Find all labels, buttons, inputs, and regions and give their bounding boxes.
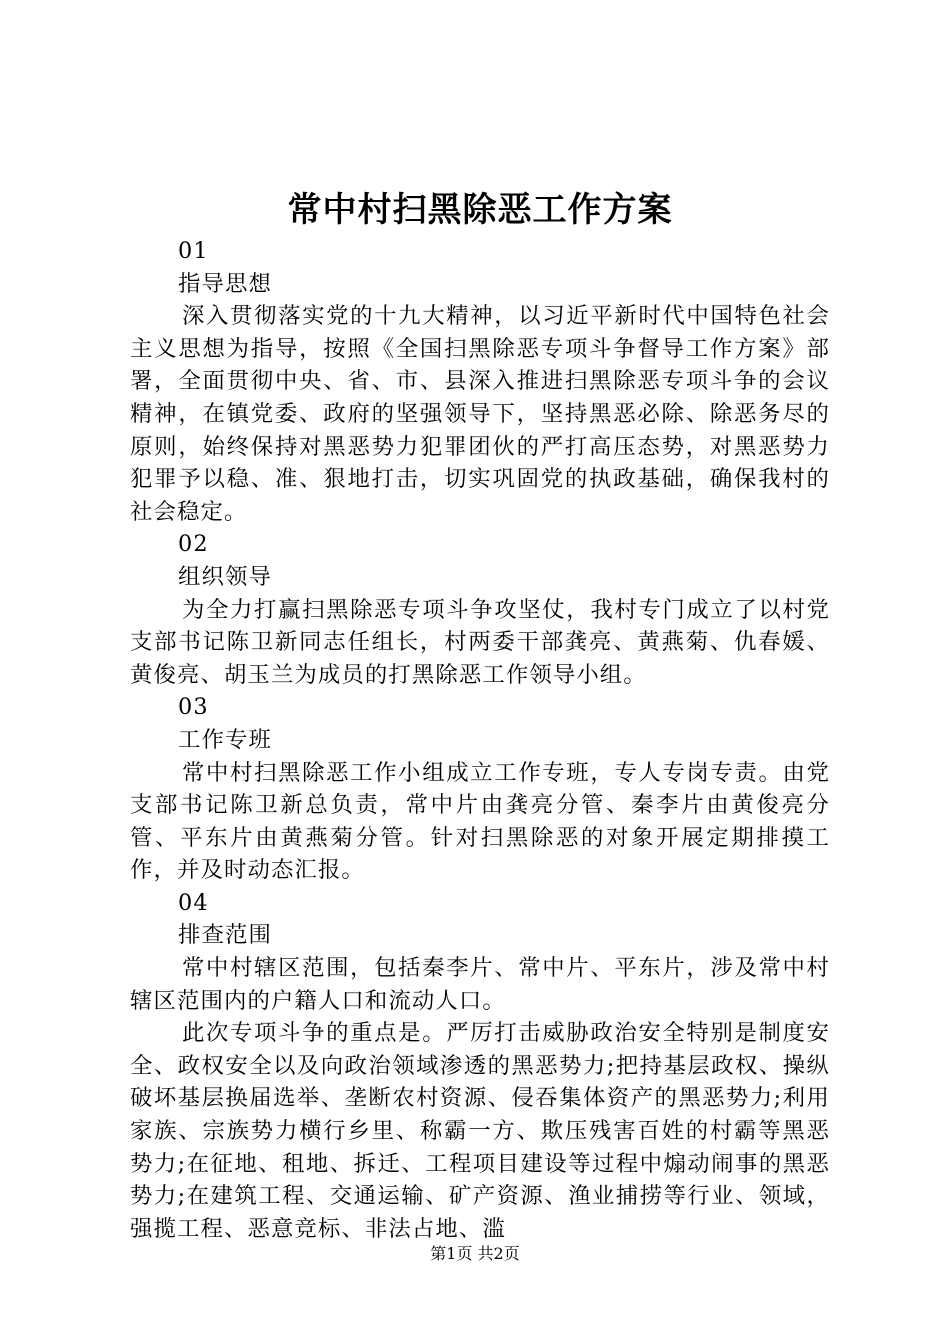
section-2 xyxy=(130,528,830,691)
section-paragraph: 为全力打赢扫黑除恶专项斗争攻坚仗，我村专门成立了以村党支部书记陈卫新同志任组长，村两委干部龚亮、黄燕菊、仇春媛、黄俊亮、胡玉兰为成员的打黑除恶工作领导小组。 xyxy=(130,596,830,688)
section-number: 02 xyxy=(178,531,209,558)
document-title: 常中村扫黑除恶工作方案 xyxy=(287,190,673,230)
section-1 xyxy=(130,235,830,528)
section-3 xyxy=(130,691,830,887)
section-heading: 工作专班 xyxy=(178,726,272,753)
section-paragraph: 此次专项斗争的重点是。严厉打击威胁政治安全特别是制度安全、政权安全以及向政治领域渗透的黑恶势力;把持基层政权、操纵破坏基层换届选举、垄断农村资源、侵吞集体资产的黑恶势力;利用家族、宗族势力横行乡里、称霸一方、欺压残害百姓的村霸等黑恶势力;在征地、租地、拆迁、工程项目建设等过程中煽动闹事的黑恶势力;在建筑工程、交通运输、矿产资源、渔业捕捞等行业、领域，强揽工程、恶意竞标、非法占地、滥 xyxy=(130,1020,830,1242)
section-number: 01 xyxy=(178,238,209,264)
section-paragraph: 常中村扫黑除恶工作小组成立工作专班，专人专岗专责。由党支部书记陈卫新总负责，常中片由龚亮分管、秦李片由黄俊亮分管、平东片由黄燕菊分管。针对扫黑除恶的对象开展定期排摸工作，并及时动态汇报。 xyxy=(130,759,830,884)
page-footer: 第1页 共2页 xyxy=(430,1244,520,1263)
section-number: 04 xyxy=(178,889,209,916)
section-heading: 排查范围 xyxy=(178,922,272,949)
section-4 xyxy=(130,887,830,1246)
section-paragraph: 深入贯彻落实党的十九大精神，以习近平新时代中国特色社会主义思想为指导，按照《全国扫黑除恶专项斗争督导工作方案》部署，全面贯彻中央、省、市、县深入推进扫黑除恶专项斗争的会议精神，在镇党委、政府的坚强领导下，坚持黑恶必除、除恶务尽的原则，始终保持对黑恶势力犯罪团伙的严打高压态势，对黑恶势力犯罪予以稳、准、狠地打击，切实巩固党的执政基础，确保我村的社会稳定。 xyxy=(130,303,830,525)
section-heading: 组织领导 xyxy=(178,563,272,590)
section-number: 03 xyxy=(178,694,209,721)
section-heading: 指导思想 xyxy=(178,270,272,297)
document-body xyxy=(130,235,830,1245)
section-paragraph: 常中村辖区范围，包括秦李片、常中片、平东片，涉及常中村辖区范围内的户籍人口和流动人口。 xyxy=(130,955,830,1014)
